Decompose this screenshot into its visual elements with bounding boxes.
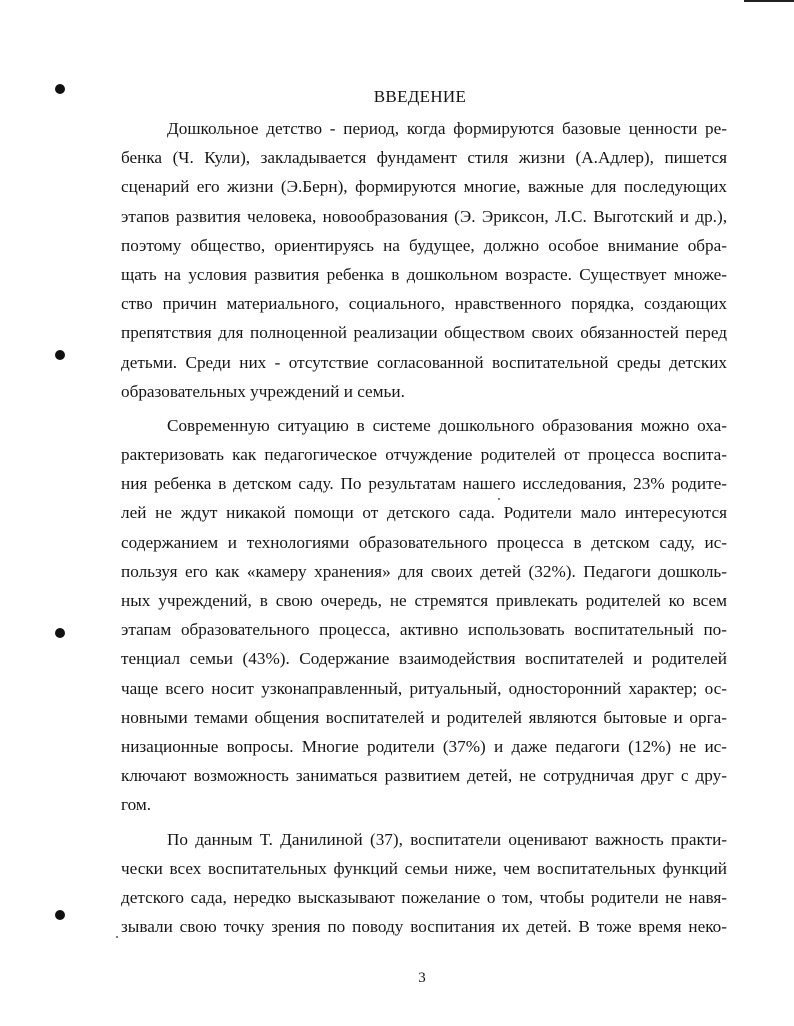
scan-speck: [116, 936, 118, 938]
text-line: лей не ждут никакой помощи от детского сада. Родители мало интересуются: [121, 503, 727, 523]
punch-hole-mark: [55, 910, 65, 920]
text-line: тенциал семьи (43%). Содержание взаимодействия воспитателей и родителей: [121, 649, 727, 669]
text-line: Современную ситуацию в системе дошкольного образования можно оха-: [167, 415, 727, 435]
paragraph-2: [121, 411, 727, 820]
text-line: детьми. Среди них - отсутствие согласованной воспитательной среды детских: [121, 352, 727, 372]
paragraph-1: [121, 114, 727, 406]
text-line: образовательных учреждений и семьи.: [121, 381, 405, 401]
text-line: бенка (Ч. Кули), закладывается фундамент стиля жизни (А.Адлер), пишется: [121, 148, 727, 168]
text-line: гом.: [121, 795, 152, 815]
text-line: чаще всего носит узконаправленный, ритуальный, односторонний характер; ос-: [121, 678, 727, 698]
text-line: щать на условия развития ребенка в дошкольном возрасте. Существует множе-: [121, 264, 727, 284]
text-line: препятствия для полноценной реализации обществом своих обязанностей перед: [121, 323, 727, 343]
text-line: этапов развития человека, новообразования (Э. Эриксон, Л.С. Выготский и др.),: [121, 206, 727, 226]
text-line: детского сада, нередко высказывают пожелание о том, чтобы родители не навя-: [121, 887, 727, 907]
page-number: 3: [418, 970, 426, 986]
text-line: ство причин материального, социального, нравственного порядка, создающих: [121, 294, 727, 314]
text-line: пользуя его как «камеру хранения» для своих детей (32%). Педагоги дошколь-: [121, 561, 727, 581]
text-line: ных учреждений, в свою очередь, не стремятся привлекать родителей ко всем: [121, 591, 727, 610]
paragraph-3: [121, 825, 727, 942]
text-line: поэтому общество, ориентируясь на будущее, должно особое внимание обра-: [121, 235, 727, 255]
text-line: зывали свою точку зрения по поводу воспитания их детей. В тоже время неко-: [121, 917, 727, 937]
punch-hole-mark: [55, 628, 65, 638]
text-line: ключают возможность заниматься развитием детей, не сотрудничая друг с дру-: [121, 766, 727, 786]
page-title: ВВЕДЕНИЕ: [373, 87, 467, 106]
text-line: низационные вопросы. Многие родители (37%) и даже педагоги (12%) не ис-: [121, 736, 727, 756]
text-line: чески всех воспитательных функций семьи ниже, чем воспитательных функций: [121, 858, 727, 878]
text-line: По данным Т. Данилиной (37), воспитатели оценивают важность практи-: [167, 829, 727, 849]
text-line: новными темами общения воспитателей и родителей являются бытовые и орга-: [121, 707, 727, 727]
text-line: Дошкольное детство - период, когда формируются базовые ценности ре-: [167, 119, 727, 138]
text-line: этапам образовательного процесса, активно использовать воспитательный по-: [121, 620, 727, 640]
body-text: [121, 114, 727, 941]
text-line: рактеризовать как педагогическое отчуждение родителей от процесса воспита-: [121, 445, 727, 465]
text-line: ния ребенка в детском саду. По результатам нашего исследования, 23% родите-: [121, 474, 727, 494]
text-line: содержанием и технологиями образовательного процесса в детском саду, ис-: [121, 532, 727, 552]
text-line: сценарий его жизни (Э.Берн), формируются многие, важные для последующих: [121, 177, 727, 197]
punch-hole-mark: [55, 350, 65, 360]
scan-corner-mark: [744, 0, 794, 2]
